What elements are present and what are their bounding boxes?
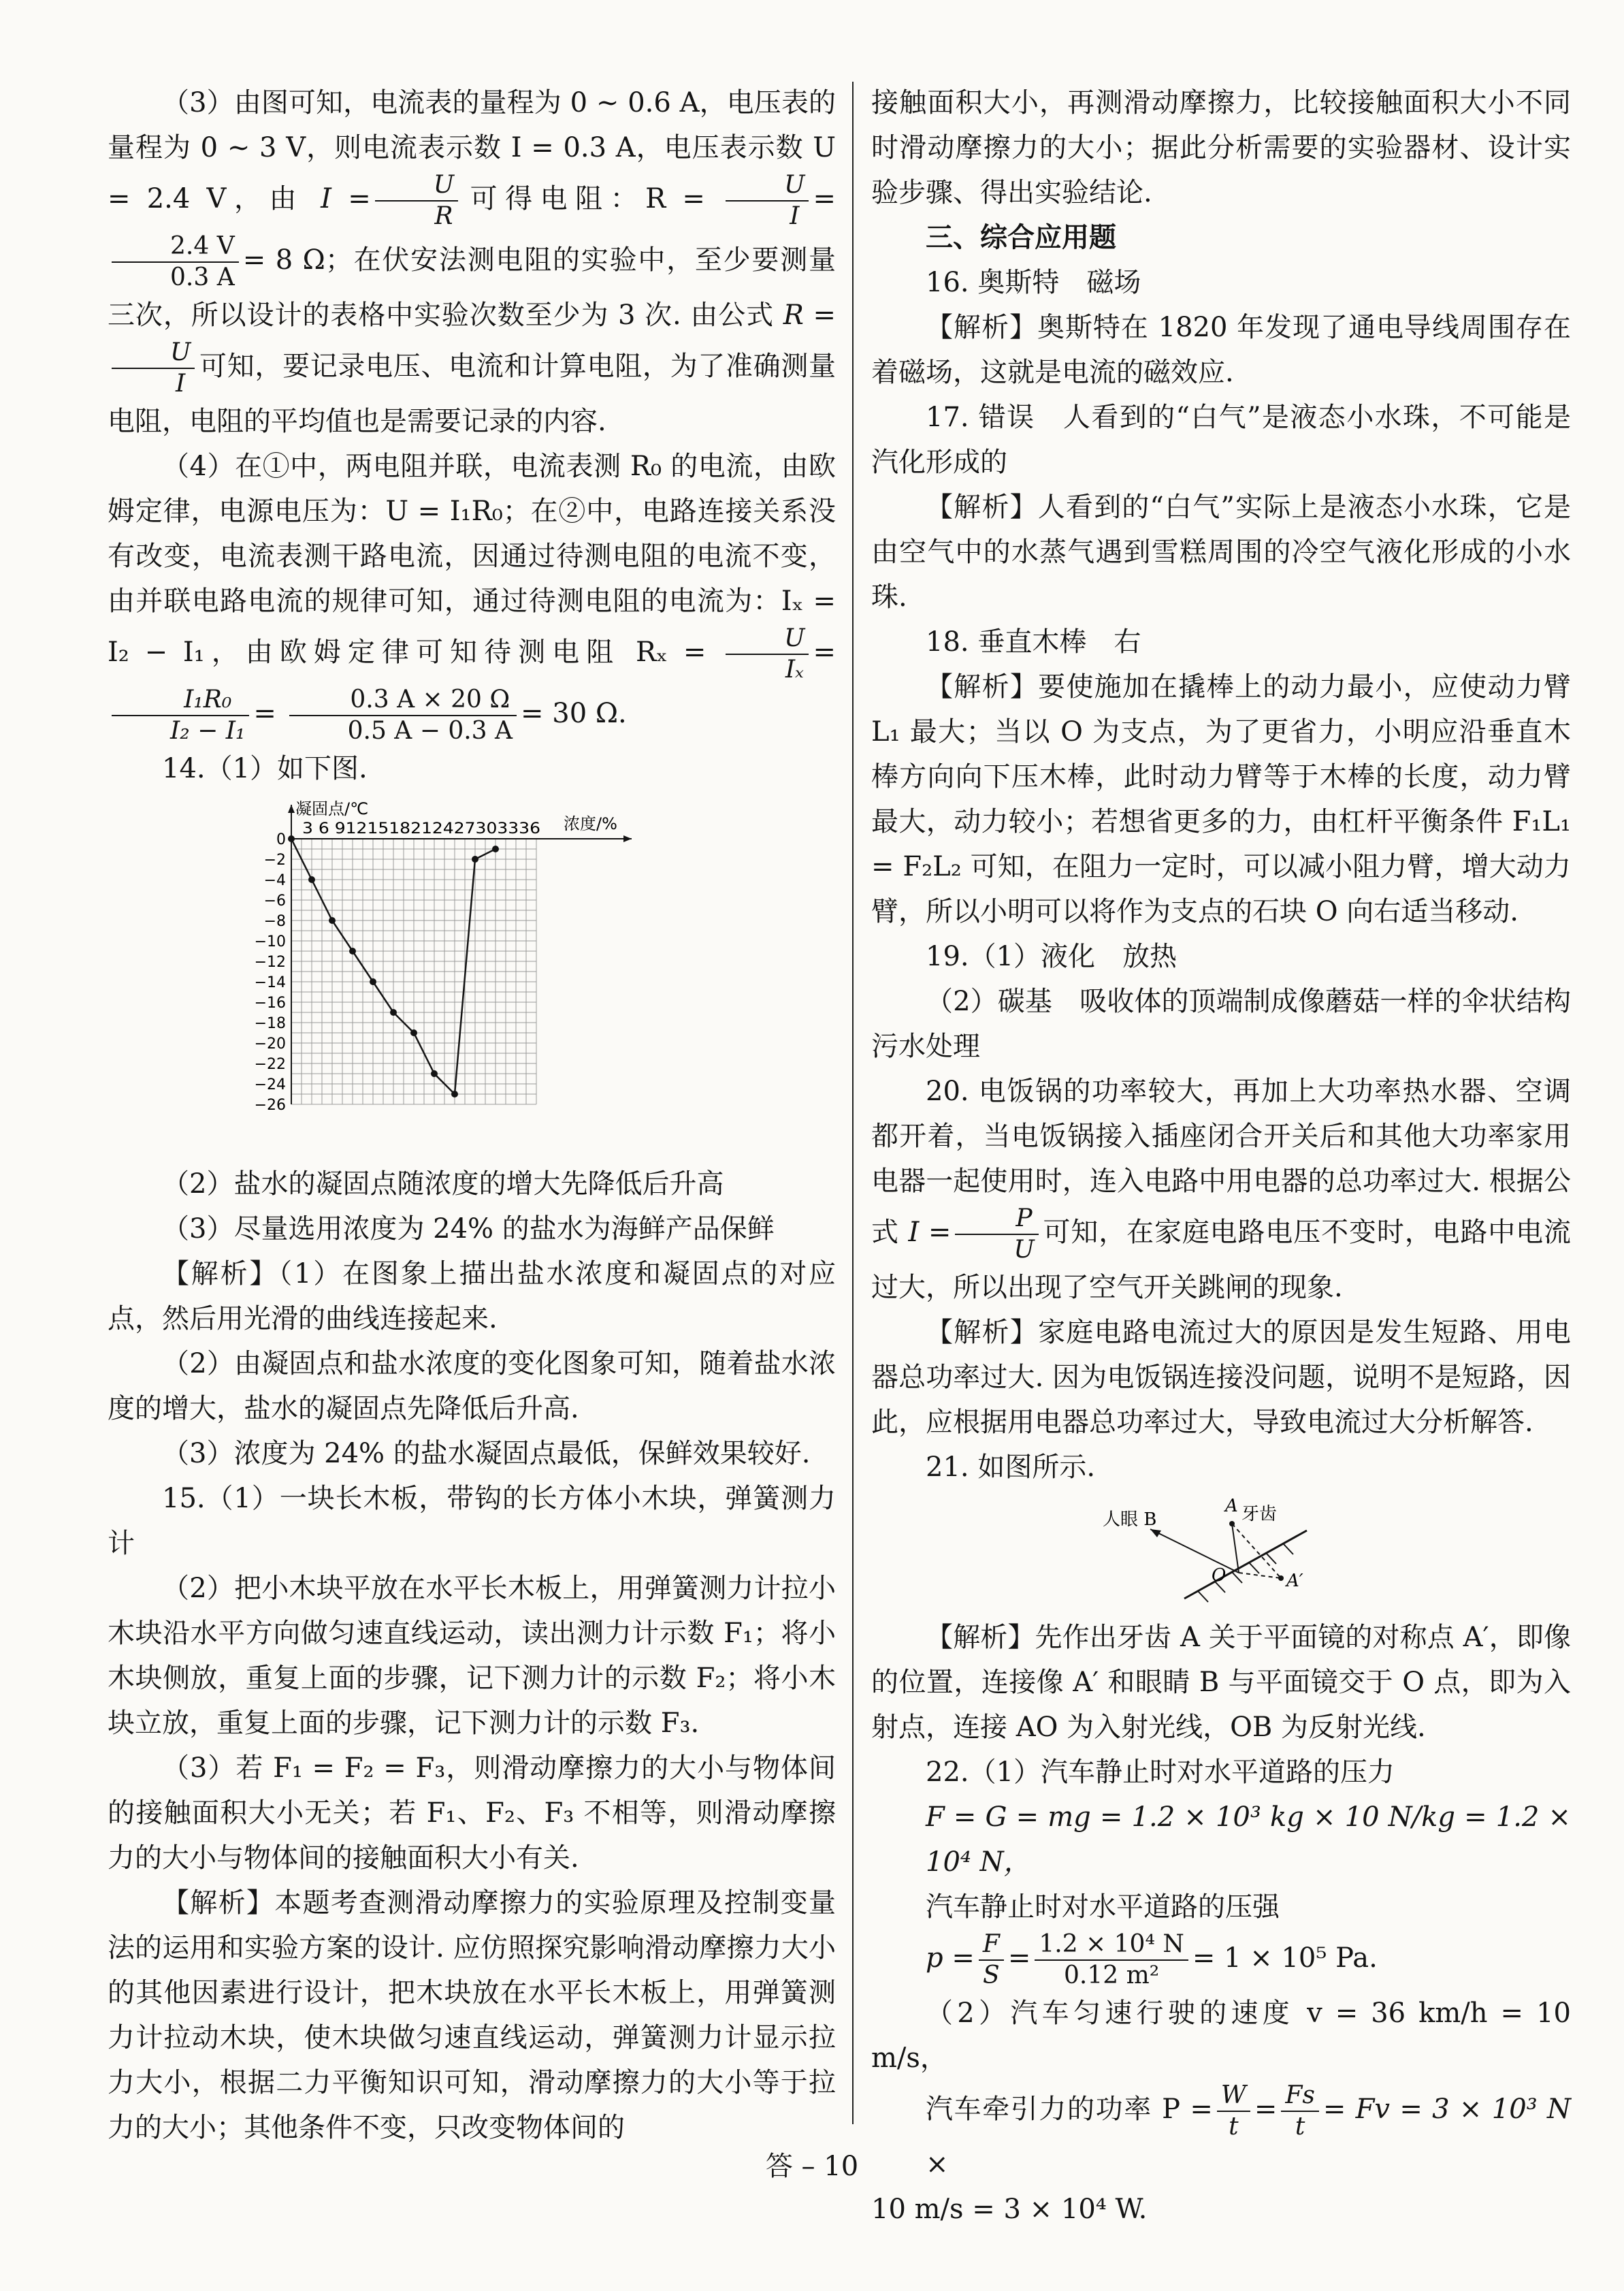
virtual-ray <box>1239 1573 1281 1578</box>
page-number: 答 – 10 <box>765 2151 859 2182</box>
label-tooth: 牙齿 <box>1241 1504 1278 1524</box>
data-point <box>288 835 295 842</box>
fraction <box>979 1929 1004 1991</box>
denominator: I <box>176 370 186 398</box>
text: 可知，在家庭电路电压不变时，电路中电流过大，所以出现了空气开关跳闸的现象. <box>871 1217 1571 1303</box>
q22-part2: （2）汽车匀速行驶的速度 v = 36 km/h = 10 m/s， <box>871 1998 1571 2074</box>
section-heading: 三、综合应用题 <box>926 221 1116 253</box>
y-tick-label: −16 <box>254 995 286 1012</box>
fraction <box>375 170 458 231</box>
y-tick-label: −10 <box>254 933 286 950</box>
label-eye: 人眼 B <box>1103 1509 1157 1530</box>
point-a-prime <box>1278 1575 1284 1581</box>
fraction <box>1281 2081 1318 2142</box>
q20-answer <box>871 1069 1571 1310</box>
q15-analysis: 【解析】本题考查测滑动摩擦力的实验原理及控制变量法的运用和实验方案的设计. 应仿照探究影响滑动摩擦力大小的其他因素进行设计，把木块放在水平长木板上，用弹簧测力计拉动木块，使木块做匀速直线运动，弹簧测力计显示拉力大小，根据二力平衡知识可知，滑动摩擦力的大小等于拉力的大小；其他条件不变，只改变物体间的 <box>108 1887 836 2143</box>
y-axis-label: 凝固点/℃ <box>295 799 369 818</box>
column-divider <box>852 82 854 2124</box>
numerator: 2.4 V <box>112 231 239 263</box>
data-point <box>390 1009 397 1016</box>
q22-power-result: 10 m/s = 3 × 10⁴ W. <box>871 2194 1148 2225</box>
y-tick-label: −20 <box>254 1036 286 1053</box>
denominator: t <box>1229 2113 1239 2141</box>
right-column <box>871 80 1598 2232</box>
y-tick-label: −12 <box>254 954 286 971</box>
y-tick-label: −18 <box>254 1015 286 1032</box>
formula-lhs: p = <box>926 1942 975 1974</box>
q22-power-formula: 汽车牵引力的功率 P = $\frac{W}{t}$ = $\frac{Fs}{t}$ = Fv = 3 × 10³ N × <box>926 2081 1572 2180</box>
data-point <box>349 948 356 955</box>
denominator: I₂ − I₁ <box>170 717 246 745</box>
q14-analysis-1: 【解析】（1）在图象上描出盐水浓度和凝固点的对应点，然后用光滑的曲线连接起来. <box>108 1258 836 1334</box>
q22-force-formula: F = G = mg = 1.2 × 10³ kg × 10 N/kg = 1.2 × 10⁴ N， <box>926 1801 1571 1878</box>
q14-part2: （2）盐水的凝固点随浓度的增大先降低后升高 <box>162 1168 724 1200</box>
data-point <box>492 846 499 852</box>
q14-analysis-3: （3）浓度为 24% 的盐水凝固点最低，保鲜效果较好. <box>162 1438 811 1469</box>
y-tick-label: −8 <box>263 913 286 930</box>
text: （4）在①中，两电阻并联，电流表测 R₀ 的电流，由欧姆定律，电源电压为：U = I₁R₀；在②中，电路连接关系没有改变，电流表测干路电流，因通过待测电阻的电流不变，由并联电路电流的规律可知，通过待测电阻的电流为：Iₓ = I₂ − I₁，由欧姆定律可知待测电阻 Rₓ = <box>108 451 836 668</box>
q15-part3: （3）若 F₁ = F₂ = F₃，则滑动摩擦力的大小与物体间的接触面积大小无关；若 F₁、F₂、F₃ 不相等，则滑动摩擦力的大小与物体间的接触面积大小有关. <box>108 1752 836 1874</box>
q14-part1: 14.（1）如下图. <box>162 753 368 784</box>
denominator: 0.12 m² <box>1064 1961 1160 1989</box>
formula-lhs: I = <box>908 1217 952 1248</box>
text: 20. 电饭锅的功率较大，再加上大功率热水器、空调都开着，当电饭锅接入插座闭合开关后和其他大功率家用电器一起使用时，连入电路中用电器的总功率过大. 根据公式 <box>871 1076 1571 1248</box>
data-point <box>431 1070 438 1077</box>
q17-answer: 17. 错误 人看到的“白气”是液态小水珠，不可能是汽化形成的 <box>871 402 1571 478</box>
fraction <box>726 624 809 685</box>
q22-pressure-formula: p = $\frac{F}{S}$ = $\frac{\text{1.2 × 10⁴ N}}{\text{0.12 m²}}$ = 1 × 10⁵ Pa. <box>926 1930 1378 1989</box>
text: 可知，要记录电压、电流和计算电阻，为了准确测量电阻，电阻的平均值也是需要记录的内容. <box>108 351 836 437</box>
denominator: S <box>983 1961 1000 1989</box>
arrow-head <box>1150 1529 1161 1537</box>
denominator: U <box>1013 1236 1035 1264</box>
text: = 8 Ω；在伏安法测电阻的实验中，至少要测量三次，所以设计的表格中实验次数至少为 3 次. 由公式 <box>108 244 836 331</box>
data-point <box>410 1029 417 1036</box>
q18-analysis: 【解析】要使施加在撬棒上的动力最小，应使动力臂 L₁ 最大；当以 O 为支点，为了更省力，小明应沿垂直木棒方向向下压木棒，此时动力臂等于木棒的长度，动力臂最大，动力较小；若想省更多的力，由杠杆平衡条件 F₁L₁ = F₂L₂ 可知，在阻力一定时，可以减小阻力臂，增大动力臂，所以小明可以将作为支点的石块 O 向右适当移动. <box>871 671 1571 927</box>
q17-analysis: 【解析】人看到的“白气”实际上是液态小水珠，它是由空气中的水蒸气遇到雪糕周围的冷空气液化形成的小水珠. <box>871 492 1571 613</box>
q20-analysis: 【解析】家庭电路电流过大的原因是发生短路、用电器总功率过大. 因为电饭锅连接没问题，说明不是短路，因此，应根据用电器总功率过大，导致电流过大分析解答. <box>871 1317 1571 1438</box>
fraction <box>112 338 195 399</box>
formula-lhs: I = <box>321 183 371 214</box>
fraction <box>112 231 239 293</box>
text: 汽车牵引力的功率 P = <box>926 2094 1213 2125</box>
y-tick-label: −24 <box>254 1076 286 1093</box>
freezing-point-chart <box>108 798 836 1155</box>
numerator: 1.2 × 10⁴ N <box>1035 1929 1188 1961</box>
text: （3）由图可知，电流表的量程为 0 ~ 0.6 A，电压表的量程为 0 ~ 3 V，则电流表示数 I = 0.3 A，电压表示数 U = 2.4 V，由 <box>108 87 836 214</box>
text: = Fv = 3 × 10³ N × <box>926 2094 1572 2180</box>
denominator: 0.3 A <box>170 263 235 291</box>
numerator: U <box>375 170 458 202</box>
mirror-reflection-figure <box>871 1496 1571 1608</box>
numerator: U <box>726 170 809 202</box>
fraction <box>1035 1929 1188 1991</box>
formula-lhs: R = <box>783 300 837 331</box>
q16-analysis: 【解析】奥斯特在 1820 年发现了通电导线周围存在着磁场，这就是电流的磁效应. <box>871 312 1571 388</box>
numerator: Fs <box>1281 2081 1318 2112</box>
left-column <box>108 80 836 2150</box>
q21-analysis: 【解析】先作出牙齿 A 关于平面镜的对称点 A′，即像的位置，连接像 A′ 和眼睛 B 与平面镜交于 O 点，即为入射点，连接 AO 为入射光线，OB 为反射光线. <box>871 1622 1571 1743</box>
x-tick-labels: 3 6 9121518212427303336 <box>302 820 540 837</box>
q22-pressure-label: 汽车静止时对水平道路的压强 <box>926 1891 1280 1923</box>
mirror-svg <box>1103 1496 1334 1605</box>
y-tick-label: −2 <box>263 852 286 869</box>
text: = 1 × 10⁵ Pa. <box>1192 1942 1378 1974</box>
y-tick-label: −22 <box>254 1056 286 1073</box>
chart-svg <box>244 798 652 1152</box>
numerator: W <box>1217 2081 1250 2112</box>
q22-part1: 22.（1）汽车静止时对水平道路的压力 <box>926 1757 1395 1788</box>
q18-answer: 18. 垂直木棒 右 <box>926 626 1141 658</box>
fraction <box>1217 2081 1250 2142</box>
denominator: I <box>790 202 800 230</box>
point-a <box>1229 1521 1235 1526</box>
q13-part3: （3）由图可知，电流表的量程为 0 ~ 0.6 A，电压表的量程为 0 ~ 3 V，则电流表示数 I = 0.3 A，电压表示数 U = 2.4 V，由 I = $\frac{U}{R}$ 可得电阻：R = $\frac{U}{I}$ = $\frac{2.4 V}{0.3 A}$ = 8 Ω；在伏安法测电阻的实验中，至少要测量三次，所以设计的表格中实验次数至少为 3 次. 由公式 R = $\frac{U}{I}$ 可知，要记录电压、电流和计算电阻，为了准确测量电阻，电阻的平均值也是需要记录的内容. <box>108 87 837 437</box>
numerator: U <box>726 624 809 655</box>
numerator: U <box>112 338 195 369</box>
label-a: A <box>1225 1496 1238 1516</box>
numerator: F <box>979 1929 1004 1961</box>
numerator: I₁R₀ <box>112 685 249 716</box>
y-tick-label: −14 <box>254 974 286 991</box>
q15-part1: 15.（1）一块长木板，带钩的长方体小木块，弹簧测力计 <box>108 1483 836 1559</box>
y-tick-label: −4 <box>263 872 286 889</box>
y-tick-label: 0 <box>276 831 286 848</box>
q14-analysis-2: （2）由凝固点和盐水浓度的变化图象可知，随着盐水浓度的增大，盐水的凝固点先降低后升高. <box>108 1348 836 1424</box>
x-axis-arrow <box>623 835 632 842</box>
denominator: t <box>1295 2113 1305 2141</box>
q15-analysis-continued: 接触面积大小，再测滑动摩擦力，比较接触面积大小不同时滑动摩擦力的大小；据此分析需要的实验器材、设计实验步骤、得出实验结论. <box>871 87 1571 208</box>
data-point <box>451 1091 458 1098</box>
q21-answer: 21. 如图所示. <box>926 1452 1096 1483</box>
label-o: O <box>1212 1565 1227 1586</box>
numerator: P <box>955 1204 1038 1235</box>
fraction <box>112 685 249 746</box>
q19-part1: 19.（1）液化 放热 <box>926 941 1178 972</box>
data-point <box>472 856 478 863</box>
denominator: Iₓ <box>785 656 804 684</box>
fraction <box>955 1204 1038 1265</box>
fraction <box>289 685 517 746</box>
x-axis-label: 浓度/% <box>564 814 617 833</box>
text: 可得电阻：R = <box>462 183 705 214</box>
q14-part3: （3）尽量选用浓度为 24% 的盐水为海鲜产品保鲜 <box>162 1213 775 1245</box>
fraction <box>726 170 809 231</box>
q15-part2: （2）把小木块平放在水平长木板上，用弹簧测力计拉小木块沿水平方向做匀速直线运动，读出测力计示数 F₁；将小木块侧放，重复上面的步骤，记下测力计的示数 F₂；将小木块立放，重复上面的步骤，记下测力计的示数 F₃. <box>108 1573 836 1739</box>
data-point <box>329 917 336 924</box>
data-point <box>370 978 376 985</box>
y-tick-label: −6 <box>263 893 286 910</box>
data-point <box>308 876 315 883</box>
text: = 30 Ω. <box>521 698 627 729</box>
label-a-prime: A′ <box>1286 1571 1303 1591</box>
q19-part2: （2）碳基 吸收体的顶端制成像蘑菇一样的伞状结构 污水处理 <box>871 986 1598 1062</box>
numerator: 0.3 A × 20 Ω <box>289 685 517 716</box>
y-tick-label: −26 <box>254 1097 286 1114</box>
denominator: R <box>434 202 453 230</box>
q16-answer: 16. 奥斯特 磁场 <box>926 267 1141 298</box>
q13-part4: （4）在①中，两电阻并联，电流表测 R₀ 的电流，由欧姆定律，电源电压为：U = I₁R₀；在②中，电路连接关系没有改变，电流表测干路电流，因通过待测电阻的电流不变，由并联电路电流的规律可知，通过待测电阻的电流为：Iₓ = I₂ − I₁，由欧姆定律可知待测电阻 Rₓ = $\frac{U}{\text{Iₓ}}$ = $\frac{\text{I₁R₀}}{\text{I₂ − I₁}}$ = $\frac{0.3 A \times 20 \Omega}{0.5 A - 0.3 A}$ = 30 Ω. <box>108 451 836 745</box>
denominator: 0.5 A − 0.3 A <box>347 717 513 745</box>
y-axis-arrow <box>288 805 295 813</box>
